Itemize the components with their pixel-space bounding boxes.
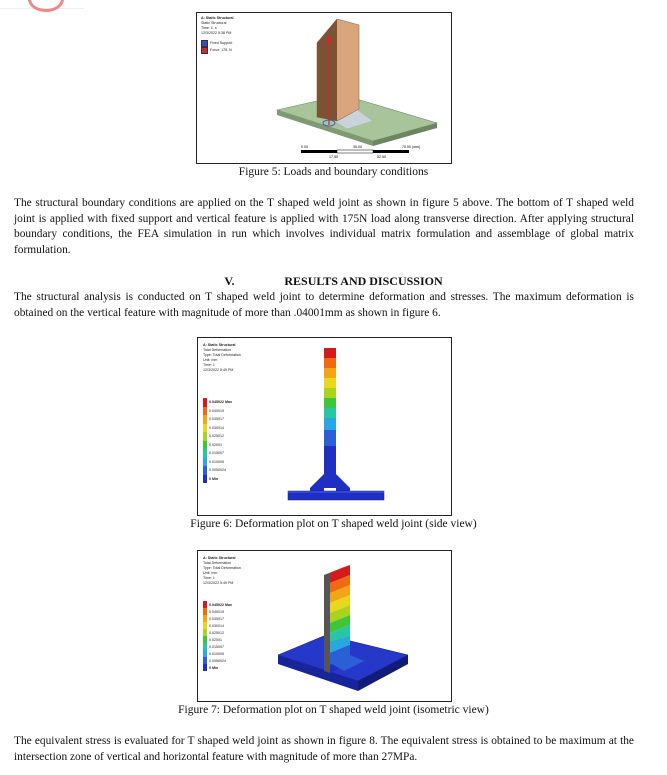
base-plate-highlight bbox=[288, 491, 384, 493]
figure-7-info-line: Time: 1 bbox=[203, 576, 215, 580]
legend-item: 0.015007 bbox=[203, 449, 232, 458]
figure-7-caption: Figure 7: Deformation plot on T shaped weld joint (isometric view) bbox=[178, 704, 489, 716]
legend-item: 0.02001 bbox=[203, 441, 232, 450]
paragraph-boundary-conditions: The structural boundary conditions are applied on the T shaped weld joint as shown in figure 5 above. The bottom of T shaped weld joint is applied with fixed support and vertical feature is applied with 175N load along transverse direction. After applying structural boundary conditions, the FEA simulation in run which involves individual matrix formulation and assemblage of global matrix formulation. bbox=[14, 197, 634, 256]
legend-item: 0.025012 bbox=[203, 432, 232, 441]
figure-5-panel-title: A: Static Structural bbox=[201, 16, 234, 20]
figure-5-info-line: Static Structural bbox=[201, 21, 227, 25]
figure-7-model-svg bbox=[198, 551, 451, 701]
deformation-band bbox=[324, 388, 336, 398]
figure-7-panel-title: A: Static Structural bbox=[203, 556, 236, 560]
vertical-plate-edge bbox=[324, 573, 330, 673]
legend-item: 0.015007 bbox=[203, 643, 232, 650]
scale-label: 70.00 (mm) bbox=[402, 145, 421, 149]
legend-item: 0.0050024 bbox=[203, 466, 232, 475]
scale-label: 17.50 bbox=[329, 155, 338, 159]
legend-item: 0.035017 bbox=[203, 615, 232, 622]
paragraph-equivalent-stress: The equivalent stress is evaluated for T shaped weld joint as shown in figure 8. The equivalent stress is obtained to be maximum at the intersection zone of vertical and horizontal feature with magnitude of more than 27MPa. bbox=[14, 735, 634, 763]
scale-label: 35.00 bbox=[353, 145, 362, 149]
figure-5-info-line: Time: 1. s bbox=[201, 26, 217, 30]
legend-item: 0.045022 Max bbox=[203, 601, 232, 608]
legend-item: 0.030014 bbox=[203, 424, 232, 433]
deformation-band bbox=[324, 418, 336, 430]
section-title: RESULTS AND DISCUSSION bbox=[284, 274, 443, 288]
legend-item: 0.0050024 bbox=[203, 657, 232, 664]
paragraph-results: The structural analysis is conducted on T shaped weld joint to determine deformation and stresses. The maximum deformation is obtained on the vertical feature with magnitude of more than .04001mm as shown in figure 6. bbox=[14, 291, 634, 319]
figure-7-info-line: Unit: mm bbox=[203, 571, 218, 575]
legend-item: 0 Min bbox=[203, 664, 232, 671]
legend-item: 0 Min bbox=[203, 475, 232, 484]
deformation-band bbox=[324, 378, 336, 388]
vertical-plate-edge bbox=[317, 19, 337, 121]
scale-label: 0.00 bbox=[301, 145, 308, 149]
logo-arc bbox=[28, 0, 64, 12]
figure-6-image bbox=[197, 337, 452, 516]
legend-item: 0.02001 bbox=[203, 636, 232, 643]
deformation-band bbox=[324, 398, 336, 408]
deformation-band bbox=[324, 408, 336, 418]
figure-5-image bbox=[196, 12, 452, 164]
deformation-band bbox=[324, 358, 336, 368]
figure-6-info-line: 12/3/2022 5:49 PM bbox=[203, 368, 234, 372]
figure-6-info-line: Unit: mm bbox=[203, 358, 218, 362]
figure-6-caption: Figure 6: Deformation plot on T shaped weld joint (side view) bbox=[190, 518, 477, 530]
scale-bar-black-1 bbox=[301, 150, 337, 153]
deformation-band bbox=[324, 446, 336, 488]
figure-7-image bbox=[197, 550, 452, 702]
figure-5-model-svg bbox=[197, 13, 451, 163]
legend-item: 0.010005 bbox=[203, 650, 232, 657]
section-number: V. bbox=[224, 274, 235, 288]
figure-6-info-line: Type: Total Deformation bbox=[203, 353, 241, 357]
scale-label: 52.50 bbox=[377, 155, 386, 159]
figure-6-info-line: Total Deformation bbox=[203, 348, 232, 352]
deformation-band bbox=[324, 430, 336, 446]
legend-force: Force: 175. N bbox=[201, 47, 234, 54]
legend-item: 0.010005 bbox=[203, 458, 232, 467]
section-heading bbox=[0, 274, 667, 289]
scale-bar-white-1 bbox=[337, 150, 373, 153]
legend-item: 0.025012 bbox=[203, 629, 232, 636]
legend-fixed-support: Fixed Support bbox=[201, 40, 234, 47]
scale-bar-black-2 bbox=[373, 150, 409, 153]
figure-5-caption: Figure 5: Loads and boundary conditions bbox=[238, 166, 429, 178]
deformation-band bbox=[324, 368, 336, 378]
figure-7-info-line: Total Deformation bbox=[203, 561, 232, 565]
legend-item: 0.030014 bbox=[203, 622, 232, 629]
figure-6-model-svg bbox=[198, 338, 451, 515]
legend-item: 0.035017 bbox=[203, 415, 232, 424]
figure-6-panel-title: A: Static Structural bbox=[203, 343, 236, 347]
figure-6-info-line: Time: 1 bbox=[203, 363, 215, 367]
legend-item: 0.040019 bbox=[203, 407, 232, 416]
legend-item: 0.045022 Max bbox=[203, 398, 232, 407]
deformation-band bbox=[324, 348, 336, 358]
header-logo-fragment bbox=[0, 0, 84, 9]
figure-5-info-line: 12/3/2022 5:38 PM bbox=[201, 31, 232, 35]
legend-item: 0.040019 bbox=[203, 608, 232, 615]
figure-7-info-line: 12/3/2022 5:49 PM bbox=[203, 581, 234, 585]
figure-7-info-line: Type: Total Deformation bbox=[203, 566, 241, 570]
